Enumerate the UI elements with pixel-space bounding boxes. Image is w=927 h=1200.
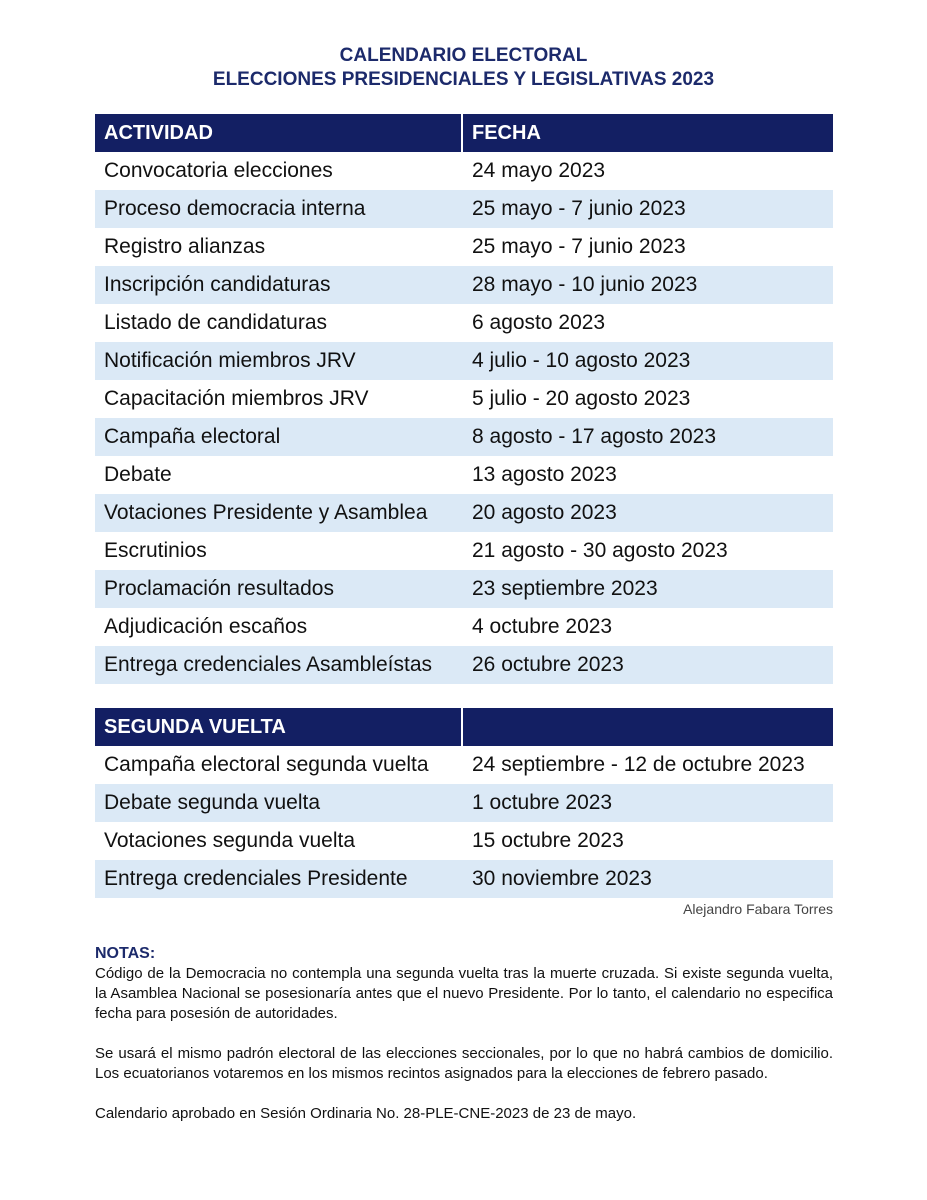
note-paragraph-2: Se usará el mismo padrón electoral de las elecciones seccionales, por lo que no habrá cambios de domicilio. Los ecuatorianos votaremos en los mismos recintos asignados para la elecciones de febrero pasado. [95,1045,833,1082]
activity-cell: Proclamación resultados [104,577,334,600]
second-round-table [95,708,833,898]
date-cell: 21 agosto - 30 agosto 2023 [472,539,728,562]
table-row [95,570,833,608]
table-row [95,860,833,898]
activity-cell: Campaña electoral [104,425,281,448]
activity-cell: Debate [104,463,172,486]
activity-cell: Registro alianzas [104,235,266,258]
table-row [95,646,833,684]
date-cell: 5 julio - 20 agosto 2023 [472,387,691,410]
date-cell: 24 septiembre - 12 de octubre 2023 [472,753,805,776]
notes-section [95,944,833,1144]
title-line-2: ELECCIONES PRESIDENCIALES Y LEGISLATIVAS 2023 [212,69,715,90]
date-cell: 13 agosto 2023 [472,463,617,486]
header-segunda-vuelta: SEGUNDA VUELTA [95,708,463,746]
table-row [95,266,833,304]
title-line-1: CALENDARIO ELECTORAL [339,45,588,66]
date-cell: 30 noviembre 2023 [472,867,652,890]
date-cell: 8 agosto - 17 agosto 2023 [472,425,717,448]
activity-cell: Votaciones Presidente y Asamblea [104,501,428,524]
table-row [95,746,833,784]
date-cell: 15 octubre 2023 [472,829,624,852]
table-row [95,342,833,380]
calendar-table-header [95,114,833,152]
date-cell: 6 agosto 2023 [472,311,606,334]
table-row [95,822,833,860]
table-row [95,152,833,190]
calendar-table-body [95,152,833,684]
header-empty [463,708,833,746]
date-cell: 23 septiembre 2023 [472,577,658,600]
table-row [95,190,833,228]
activity-cell: Listado de candidaturas [104,311,327,334]
author-credit: Alejandro Fabara Torres [683,901,833,917]
table-row [95,494,833,532]
second-round-body [95,746,833,898]
date-cell: 26 octubre 2023 [472,653,624,676]
date-cell: 25 mayo - 7 junio 2023 [472,235,686,258]
activity-cell: Capacitación miembros JRV [104,387,369,410]
activity-cell: Entrega credenciales Presidente [104,867,408,890]
calendar-table [95,114,833,684]
table-row [95,380,833,418]
activity-cell: Adjudicación escaños [104,615,308,638]
activity-cell: Escrutinios [104,539,207,562]
date-cell: 28 mayo - 10 junio 2023 [472,273,698,296]
date-cell: 4 octubre 2023 [472,615,613,638]
note-paragraph-1: Código de la Democracia no contempla una segunda vuelta tras la muerte cruzada. Si existe segunda vuelta, la Asamblea Nacional se posesionaría antes que el nuevo Presidente. Por lo tanto, el calendario no especifica fecha para posesión de autoridades. [95,965,833,1022]
page-title [0,44,927,92]
date-cell: 4 julio - 10 agosto 2023 [472,349,691,372]
table-row [95,784,833,822]
table-row [95,608,833,646]
activity-cell: Debate segunda vuelta [104,791,320,814]
activity-cell: Notificación miembros JRV [104,349,356,372]
table-row [95,418,833,456]
activity-cell: Campaña electoral segunda vuelta [104,753,429,776]
date-cell: 1 octubre 2023 [472,791,613,814]
table-row [95,532,833,570]
date-cell: 25 mayo - 7 junio 2023 [472,197,686,220]
note-paragraph-3: Calendario aprobado en Sesión Ordinaria No. 28-PLE-CNE-2023 de 23 de mayo. [95,1105,637,1122]
activity-cell: Proceso democracia interna [104,197,366,220]
notes-title: NOTAS: [95,945,156,962]
activity-cell: Convocatoria elecciones [104,159,333,182]
date-cell: 20 agosto 2023 [472,501,617,524]
activity-cell: Entrega credenciales Asambleístas [104,653,433,676]
header-fecha: FECHA [472,121,541,144]
table-row [95,456,833,494]
table-row [95,228,833,266]
second-round-header [95,708,833,746]
activity-cell: Votaciones segunda vuelta [104,829,356,852]
header-actividad: ACTIVIDAD [95,114,463,152]
table-row [95,304,833,342]
date-cell: 24 mayo 2023 [472,159,606,182]
activity-cell: Inscripción candidaturas [104,273,331,296]
